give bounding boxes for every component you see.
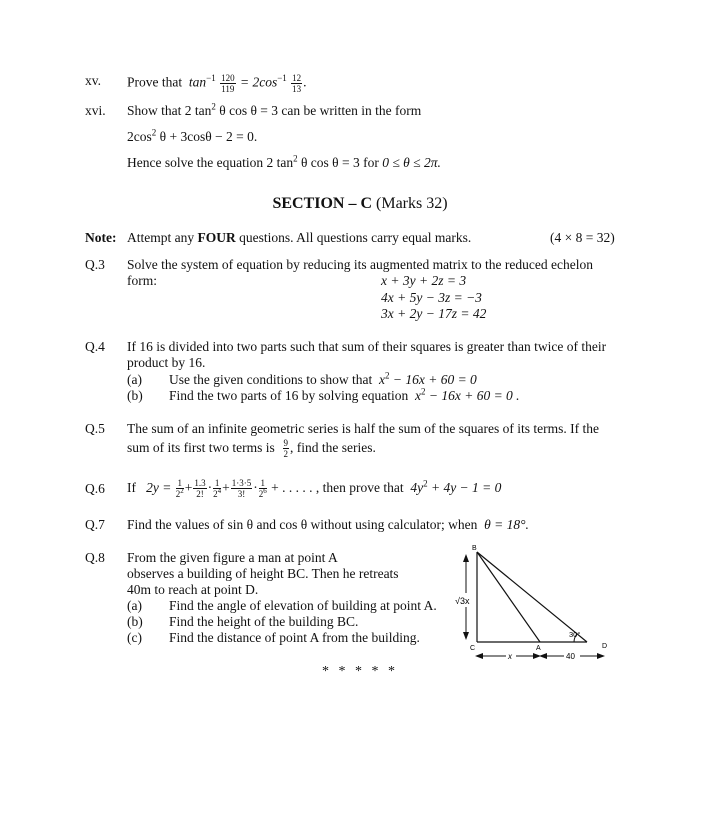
text: 2cos — [127, 129, 152, 144]
question-number: Q.4 — [85, 339, 105, 354]
prefix: Prove that — [127, 74, 183, 90]
base: 2 — [258, 489, 264, 500]
question-xvi-line2 — [127, 129, 257, 145]
text: θ cos θ = 3 can be written in the form — [215, 103, 422, 118]
q8-part-c: Find the distance of point A from the building. — [169, 630, 420, 645]
question-number: xvi. — [85, 103, 106, 118]
fraction — [213, 478, 221, 499]
numerator: 1 — [177, 478, 182, 489]
question-number: Q.7 — [85, 517, 105, 532]
condition: θ = 18°. — [484, 517, 529, 532]
numerator: 1 — [260, 478, 265, 489]
q8-part-a-label: (a) — [127, 598, 142, 613]
exp: −1 — [277, 73, 287, 84]
note-label: Note: — [85, 230, 117, 245]
exp: 2 — [384, 370, 390, 381]
q8-part-c-label: (c) — [127, 630, 142, 645]
exp: −1 — [206, 73, 216, 84]
exp: 6 — [263, 487, 267, 496]
equation: − 16x + 60 = 0 — [389, 372, 477, 387]
plus: + — [222, 480, 230, 495]
numerator: 9 — [283, 438, 288, 449]
arrow-head-left — [475, 653, 483, 659]
text: Hence solve the equation 2 tan — [127, 155, 294, 170]
denominator — [259, 489, 267, 499]
denominator — [176, 489, 184, 499]
note-text — [127, 230, 471, 246]
denominator — [213, 489, 221, 499]
q4-part-a — [169, 372, 477, 388]
sight-line-d — [477, 552, 587, 642]
question-number: xv. — [85, 73, 101, 88]
fraction — [259, 478, 267, 499]
rhs: 4y — [410, 480, 424, 495]
sight-line-a — [477, 552, 540, 642]
denominator: 13 — [292, 84, 302, 94]
equation: − 16x + 60 = 0 . — [425, 388, 520, 403]
q4-part-b — [169, 388, 520, 404]
rhs: + 4y − 1 = 0 — [427, 480, 502, 495]
text: θ cos θ = 3 for — [297, 155, 383, 170]
q3-line1: Solve the system of equation by reducing its augmented matrix to the reduced echelon — [127, 257, 593, 272]
exp: 2 — [211, 101, 216, 112]
question-xv-text — [127, 73, 307, 94]
section-title: SECTION – C — [272, 195, 373, 212]
q5-line2 — [127, 437, 376, 459]
base: 2 — [213, 489, 218, 500]
dot: · — [207, 480, 213, 495]
text: Find the values of sin θ and cos θ without using calculator; when — [127, 517, 478, 532]
q8-line1: From the given figure a man at point A — [127, 550, 338, 565]
exp: 2 — [423, 478, 428, 489]
q3-line2: form: — [127, 273, 157, 288]
q8-part-b: Find the height of the building BC. — [169, 614, 359, 629]
numerator: 120 — [221, 73, 235, 83]
label-a: A — [536, 645, 541, 652]
fraction — [220, 73, 236, 94]
var: x — [378, 372, 385, 387]
height-label: √3x — [455, 596, 470, 606]
range: 0 ≤ θ ≤ 2π. — [382, 155, 441, 170]
exp: 2 — [151, 127, 157, 138]
text: Use the given conditions to show that — [169, 372, 373, 387]
text: Attempt any — [127, 230, 198, 245]
text: Find the two parts of 16 by solving equation — [169, 388, 409, 403]
eq-cos: = 2cos — [239, 74, 278, 90]
text: sum of its first two terms is — [127, 440, 275, 455]
numerator: 1 — [214, 478, 220, 489]
question-number: Q.8 — [85, 550, 105, 565]
period: . — [303, 74, 307, 90]
denominator: 3! — [237, 489, 246, 500]
q4-part-b-label: (b) — [127, 388, 143, 403]
section-heading — [0, 196, 720, 212]
angle-label: 30° — [569, 630, 581, 639]
question-xvi-line1 — [127, 103, 421, 119]
numerator: 12 — [292, 73, 302, 83]
q4-part-a-label: (a) — [127, 372, 142, 387]
q3-equation-1: x + 3y + 2z = 3 — [381, 273, 467, 288]
fn-tan: tan — [188, 74, 207, 90]
q4-line2: product by 16. — [127, 355, 206, 370]
exp: 2 — [293, 153, 298, 164]
arrow-head-down — [463, 632, 469, 640]
question-number: Q.6 — [85, 481, 105, 496]
dist-x-label: x — [508, 652, 512, 661]
arrow-head-right — [597, 653, 605, 659]
dist-40-label: 40 — [566, 652, 575, 661]
text: Show that 2 tan — [127, 103, 212, 118]
base: 2 — [175, 489, 181, 500]
note-marks: (4 × 8 = 32) — [550, 230, 615, 245]
text: questions. All questions carry equal marks. — [235, 230, 472, 245]
fraction — [291, 73, 302, 94]
q3-equation-2: 4x + 5y − 3z = −3 — [381, 290, 482, 305]
q8-part-a: Find the angle of elevation of building at point A. — [169, 598, 437, 613]
numerator: 1.3 — [194, 478, 206, 489]
plus: + — [184, 480, 193, 495]
fraction — [231, 478, 253, 499]
label-b: B — [472, 545, 477, 552]
var: x — [414, 388, 421, 403]
section-marks: (Marks 32) — [376, 195, 448, 212]
exp: 2 — [180, 487, 184, 496]
label-d: D — [602, 643, 608, 650]
q5-line1: The sum of an infinite geometric series is half the sum of the squares of its terms. If the — [127, 421, 599, 436]
text: If — [127, 480, 136, 495]
exp: 4 — [217, 487, 222, 496]
denominator: 2 — [283, 449, 288, 460]
text: + . . . . . , then prove that — [271, 480, 404, 495]
arrow-head-left — [539, 653, 547, 659]
q8-line3: 40m to reach at point D. — [127, 582, 259, 597]
end-of-paper-mark: * * * * * — [322, 664, 398, 679]
q7-text — [127, 517, 529, 533]
q6-text — [127, 476, 501, 500]
exp: 2 — [420, 386, 426, 397]
numerator: 1·3·5 — [231, 478, 252, 489]
fraction — [193, 478, 206, 499]
question-number: Q.3 — [85, 257, 105, 272]
text: θ + 3cosθ − 2 = 0. — [156, 129, 258, 144]
label-c: C — [470, 645, 476, 652]
q8-line2: observes a building of height BC. Then he retreats — [127, 566, 399, 581]
fraction — [176, 478, 184, 499]
lhs: 2y = — [146, 480, 172, 495]
denominator: 2! — [196, 489, 204, 500]
denominator: 119 — [221, 84, 235, 94]
emphasis: FOUR — [197, 230, 236, 245]
dot: · — [253, 480, 258, 495]
q8-part-b-label: (b) — [127, 614, 143, 629]
triangle-figure — [450, 540, 620, 665]
fraction — [283, 438, 290, 459]
question-number: Q.5 — [85, 421, 105, 436]
question-xvi-line3 — [127, 155, 441, 171]
q3-equation-3: 3x + 2y − 17z = 42 — [381, 306, 487, 321]
text: , find the series. — [290, 440, 376, 455]
arrow-head-up — [463, 554, 469, 562]
q4-line1: If 16 is divided into two parts such that sum of their squares is greater than twice of their — [127, 339, 607, 354]
